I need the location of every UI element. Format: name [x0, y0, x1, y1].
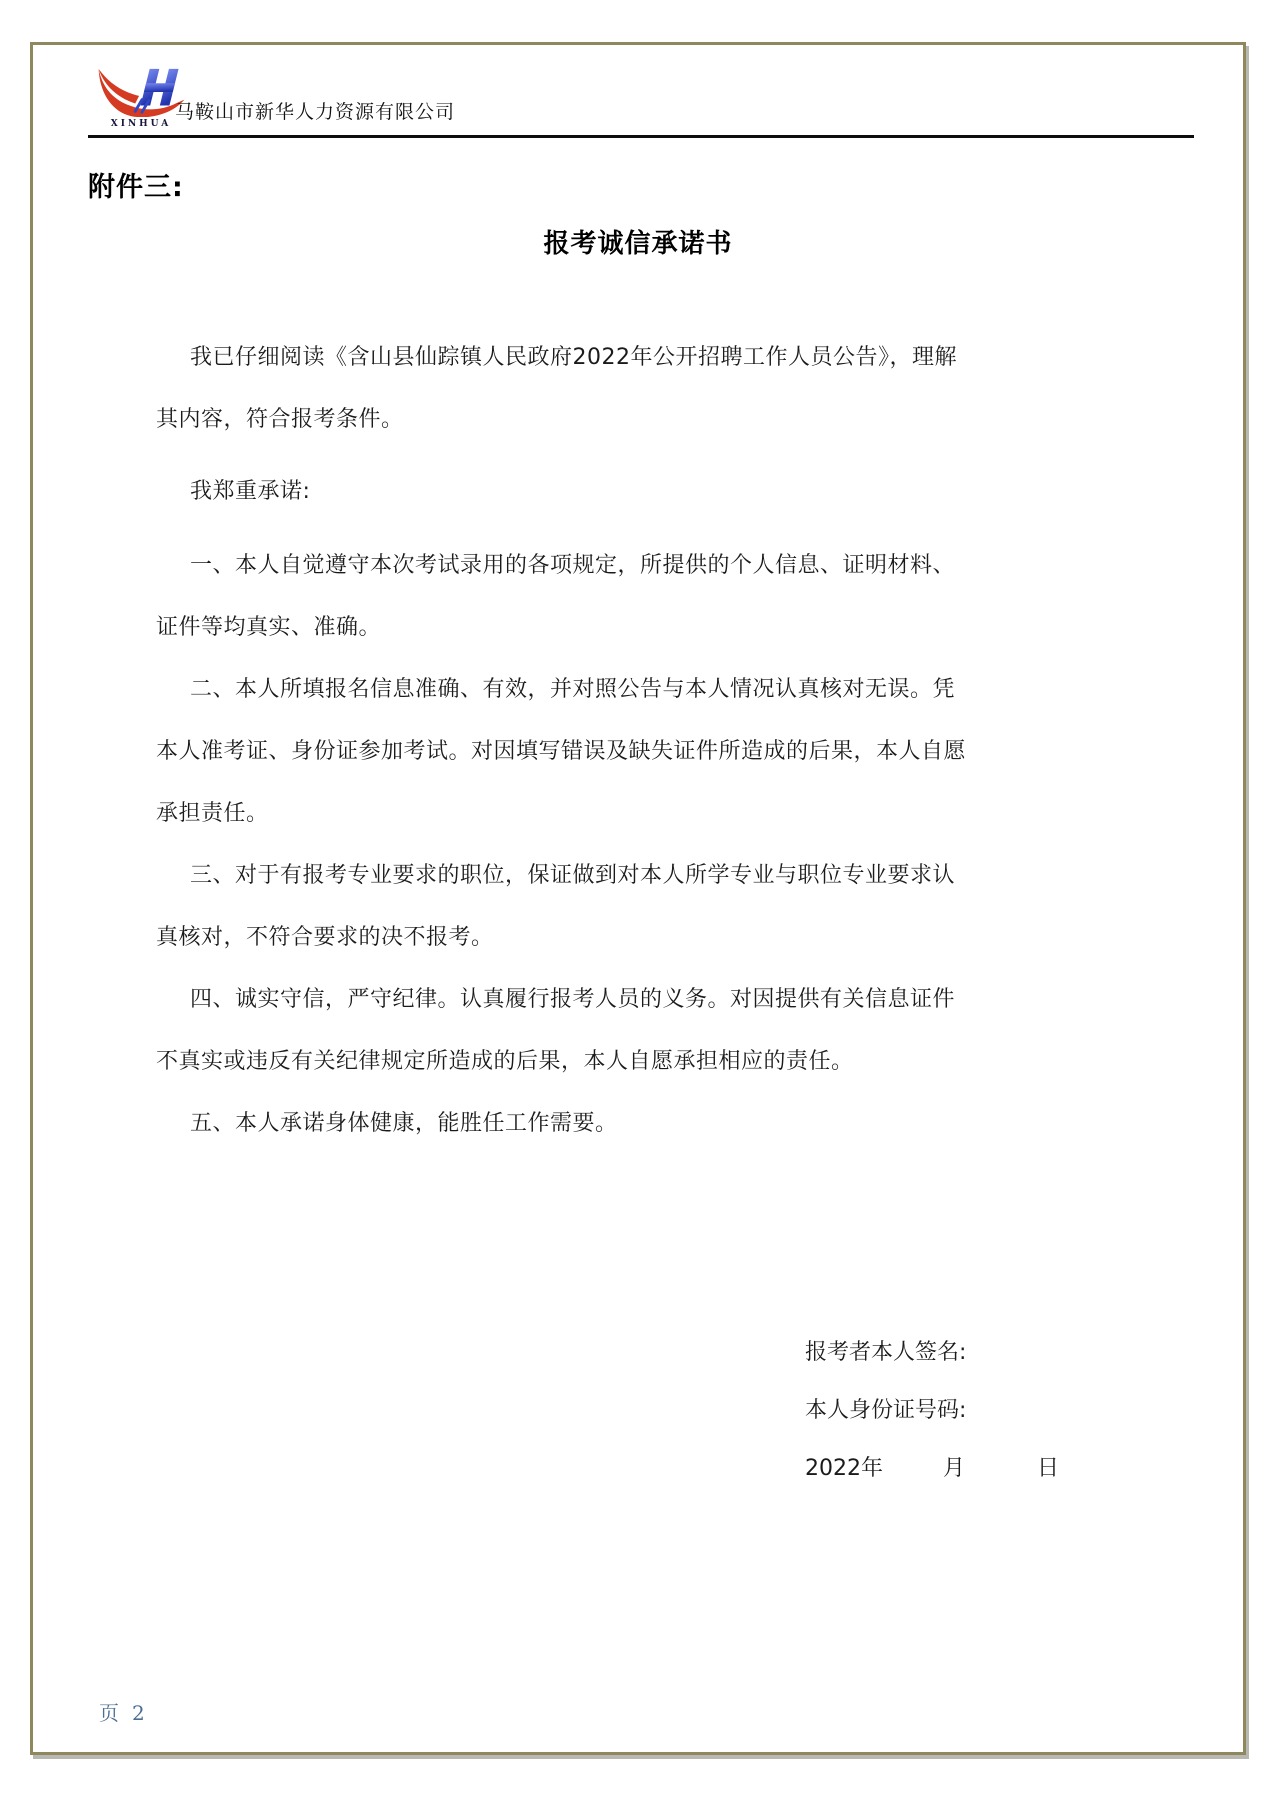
body-line: 证件等均真实、准确。	[156, 615, 382, 640]
body-line: 不真实或违反有关纪律规定所造成的后果，本人自愿承担相应的责任。	[156, 1049, 854, 1074]
date-year: 2022年	[805, 1456, 883, 1481]
header-divider	[88, 135, 1194, 138]
signature-date-line	[805, 1440, 1059, 1498]
footer-page-label: 页	[99, 1701, 119, 1725]
body-line: 我郑重承诺:	[190, 479, 311, 504]
body-line: 其内容，符合报考条件。	[156, 407, 404, 432]
body-line: 四、诚实守信，严守纪律。认真履行报考人员的义务。对因提供有关信息证件	[190, 987, 956, 1012]
date-day: 日	[1037, 1456, 1060, 1481]
body-line: 本人准考证、身份证参加考试。对因填写错误及缺失证件所造成的后果，本人自愿	[156, 739, 967, 764]
body-line: 承担责任。	[156, 801, 269, 826]
signature-id-label: 本人身份证号码:	[805, 1398, 967, 1423]
signature-block	[805, 1324, 1059, 1498]
page-footer	[99, 1697, 145, 1726]
body-line: 真核对，不符合要求的决不报考。	[156, 925, 494, 950]
body-line: 五、本人承诺身体健康，能胜任工作需要。	[190, 1111, 618, 1136]
logo-caption: XINHUA	[110, 119, 172, 129]
signature-name-label: 报考者本人签名:	[805, 1340, 967, 1365]
company-name: 马鞍山市新华人力资源有限公司	[175, 101, 456, 123]
page-title: 报考诚信承诺书	[543, 229, 733, 259]
body-line: 二、本人所填报名信息准确、有效，并对照公告与本人情况认真核对无误。凭	[190, 677, 956, 702]
body-line: 三、对于有报考专业要求的职位，保证做到对本人所学专业与职位专业要求认	[190, 863, 956, 888]
document-body	[156, 327, 1116, 1155]
page-border-frame	[30, 42, 1246, 1755]
body-line: 一、本人自觉遵守本次考试录用的各项规定，所提供的个人信息、证明材料、	[190, 553, 956, 578]
date-month: 月	[943, 1456, 966, 1481]
attachment-label: 附件三:	[88, 172, 184, 203]
footer-page-number: 2	[132, 1701, 145, 1725]
body-line: 我已仔细阅读《含山县仙踪镇人民政府2022年公开招聘工作人员公告》，理解	[190, 345, 957, 370]
